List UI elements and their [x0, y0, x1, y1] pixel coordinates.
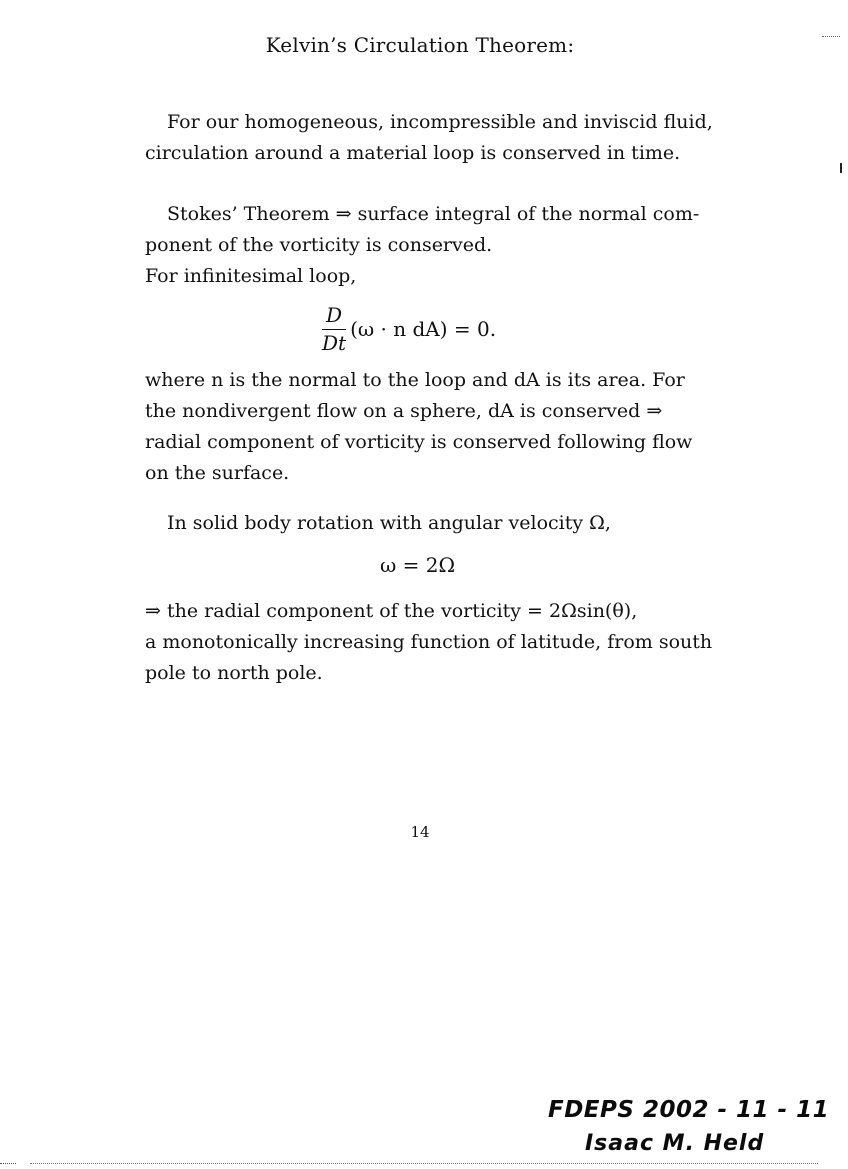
scan-artifact-right: [840, 163, 842, 173]
paragraph-line: on the surface.: [145, 462, 290, 484]
fraction-numerator: D: [322, 302, 346, 330]
equation-material-derivative: [322, 302, 496, 356]
paragraph-line: pole to north pole.: [145, 662, 323, 684]
handwritten-signature: Isaac M. Held: [585, 1131, 765, 1156]
paragraph-line: radial component of vorticity is conserved following flow: [145, 431, 693, 453]
paragraph-line: circulation around a material loop is conserved in time.: [145, 142, 681, 164]
paragraph-line: For our homogeneous, incompressible and inviscid fluid,: [167, 111, 713, 133]
equation-vorticity: ω = 2Ω: [380, 553, 456, 577]
paragraph-line: In solid body rotation with angular velocity Ω,: [167, 512, 611, 534]
page-title: Kelvin’s Circulation Theorem:: [265, 33, 575, 57]
paragraph-line: ponent of the vorticity is conserved.: [145, 234, 493, 256]
handwritten-annotation: FDEPS 2002 - 11 - 11: [548, 1097, 830, 1123]
equation-body: (ω · n dA) = 0.: [350, 317, 497, 341]
paragraph-line: the nondivergent flow on a sphere, dA is conserved ⇒: [145, 400, 663, 422]
page-number: 14: [410, 823, 430, 841]
paragraph-line: For infinitesimal loop,: [145, 265, 357, 287]
fraction: [322, 302, 346, 356]
paragraph-stokes: [145, 199, 700, 292]
paragraph-line: Stokes’ Theorem ⇒ surface integral of the normal com-: [167, 203, 700, 225]
scan-artifact-left: [0, 1163, 16, 1164]
paragraph-line: where n is the normal to the loop and dA is its area. For: [145, 369, 685, 391]
paragraph-intro: [145, 107, 713, 169]
paragraph-solid-body: [145, 508, 695, 539]
scan-artifact-bottom: [30, 1163, 818, 1164]
paragraph-radial-component: [145, 596, 713, 689]
paragraph-normal-area: [145, 365, 695, 489]
paragraph-line: ⇒ the radial component of the vorticity = 2Ωsin(θ),: [145, 600, 638, 622]
paragraph-line: a monotonically increasing function of latitude, from south: [145, 631, 713, 653]
fraction-denominator: Dt: [322, 331, 347, 355]
